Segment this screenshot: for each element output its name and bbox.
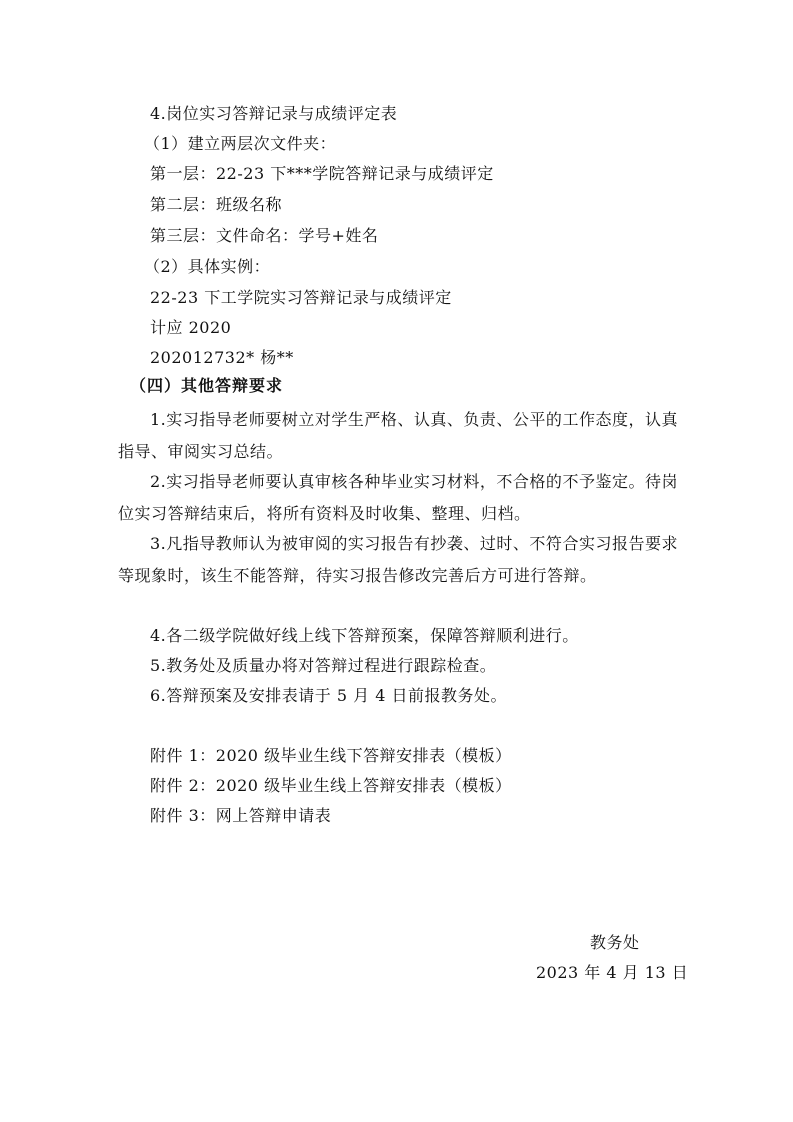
attachment-1: 附件 1：2020 级毕业生线下答辩安排表（模板） xyxy=(150,746,512,765)
other-requirements-heading: （四）其他答辩要求 xyxy=(130,376,284,395)
signature-date: 2023 年 4 月 13 日 xyxy=(536,963,689,982)
attachment-2: 附件 2：2020 级毕业生线上答辩安排表（模板） xyxy=(150,776,512,795)
folder-level1: 第一层：22-23 下***学院答辩记录与成绩评定 xyxy=(150,164,494,183)
section4-sub2: （2）具体实例： xyxy=(144,257,271,276)
requirement-item-3: 3.凡指导教师认为被审阅的实习报告有抄袭、过时、不符合实习报告要求等现象时，该生不能答辩，待实习报告修改完善后方可进行答辩。 xyxy=(118,534,678,585)
requirement-item-4: 4.各二级学院做好线上线下答辩预案，保障答辩顺利进行。 xyxy=(150,626,579,645)
example-line-2: 计应 2020 xyxy=(150,318,232,337)
example-line-1: 22-23 下工学院实习答辩记录与成绩评定 xyxy=(150,288,452,307)
requirement-item-1: 1.实习指导老师要树立对学生严格、认真、负责、公平的工作态度，认真指导、审阅实习总结。 xyxy=(118,410,678,461)
attachment-3: 附件 3：网上答辩申请表 xyxy=(150,806,332,825)
requirement-item-5: 5.教务处及质量办将对答辩过程进行跟踪检查。 xyxy=(150,656,497,675)
section4-title: 4.岗位实习答辩记录与成绩评定表 xyxy=(150,104,398,123)
folder-level2: 第二层：班级名称 xyxy=(150,195,283,214)
signature-office: 教务处 xyxy=(590,933,640,952)
folder-level3: 第三层：文件命名：学号+姓名 xyxy=(150,226,379,245)
requirement-item-6: 6.答辩预案及安排表请于 5 月 4 日前报教务处。 xyxy=(150,686,507,705)
example-line-3: 202012732* 杨** xyxy=(150,348,294,367)
requirement-item-2: 2.实习指导老师要认真审核各种毕业实习材料，不合格的不予鉴定。待岗位实习答辩结束后，将所有资料及时收集、整理、归档。 xyxy=(118,472,678,523)
section4-sub1: （1）建立两层次文件夹： xyxy=(144,134,337,153)
